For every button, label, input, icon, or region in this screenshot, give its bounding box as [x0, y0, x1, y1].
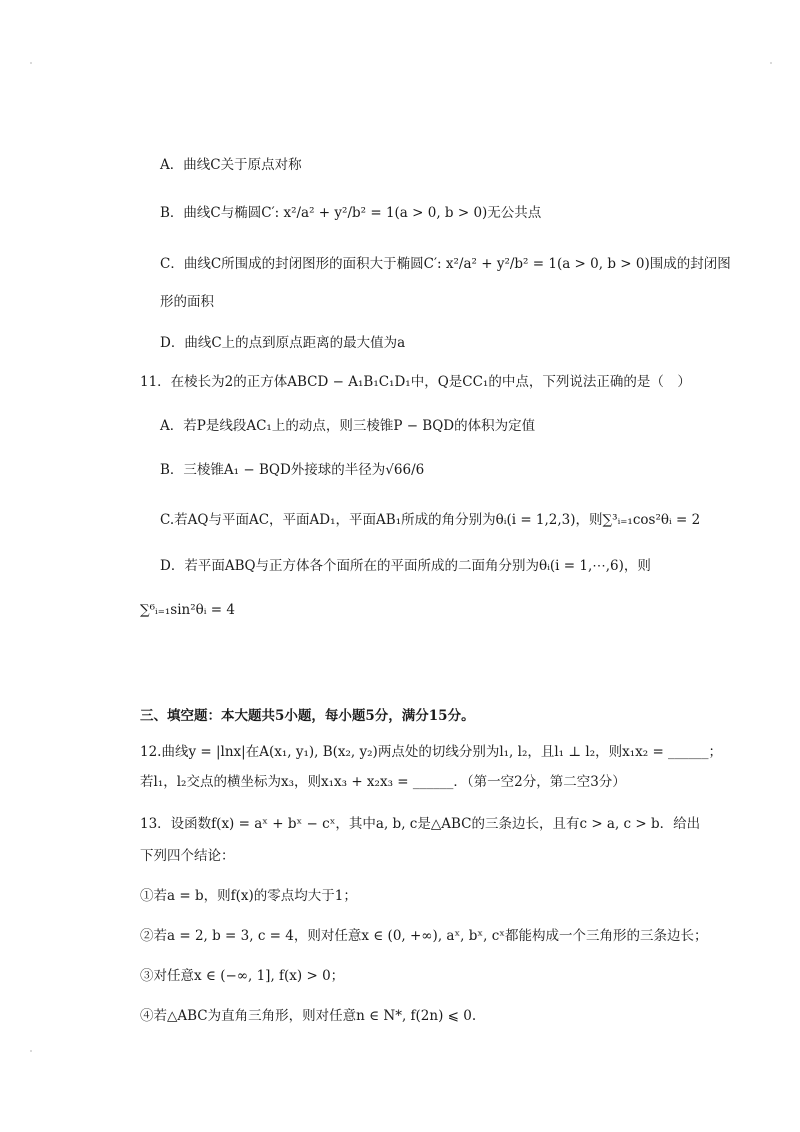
q11-option-d: D．若平面ABQ与正方体各个面所在的平面所成的二面角分别为θᵢ(i = 1,⋯,6)，则	[160, 558, 651, 574]
q10-option-b: B．曲线C与椭圆C′: x²/a² + y²/b² = 1(a > 0, b > 0)无公共点	[160, 205, 542, 221]
q13-line2: 下列四个结论：	[140, 848, 235, 864]
q13-line1: 13．设函数f(x) = aˣ + bˣ − cˣ，其中a, b, c是△ABC的三条边长，且有c > a, c > b．给出	[140, 816, 701, 832]
q12-line2: 若l₁，l₂交点的横坐标为x₃，则x₁x₃ + x₂x₃ = ______．（第一空2分，第二空3分）	[140, 774, 626, 790]
q11-option-c: C.若AQ与平面AC，平面AD₁，平面AB₁所成的角分别为θᵢ(i = 1,2,3)，则∑³ᵢ₌₁cos²θᵢ = 2	[160, 512, 701, 528]
q10-option-c: C．曲线C所围成的封闭图形的面积大于椭圆C′: x²/a² + y²/b² = 1(a > 0, b > 0)围成的封闭图	[160, 256, 731, 272]
q13-statement-1: ①若a = b，则f(x)的零点均大于1；	[140, 888, 357, 904]
q13-statement-3: ③对任意x ∈ (−∞, 1], f(x) > 0；	[140, 968, 345, 984]
q11-option-b: B．三棱锥A₁ − BQD外接球的半径为√66/6	[160, 462, 425, 478]
q12-line1: 12.曲线y = |lnx|在A(x₁, y₁), B(x₂, y₂)两点处的切线分别为l₁, l₂，且l₁ ⊥ l₂，则x₁x₂ = ______；	[140, 744, 723, 760]
q11-stem: 11．在棱长为2的正方体ABCD − A₁B₁C₁D₁中，Q是CC₁的中点，下列说法正确的是（ ）	[140, 374, 691, 390]
q11-option-d-cont: ∑⁶ᵢ₌₁sin²θᵢ = 4	[140, 602, 235, 618]
scan-dot	[770, 62, 772, 64]
q10-option-c-cont: 形的面积	[160, 294, 214, 310]
q13-statement-4: ④若△ABC为直角三角形，则对任意n ∈ N*, f(2n) ⩽ 0.	[140, 1008, 477, 1024]
q13-statement-2: ②若a = 2, b = 3, c = 4，则对任意x ∈ (0, +∞), aˣ, bˣ, cˣ都能构成一个三角形的三条边长；	[140, 928, 708, 944]
section-heading: 三、填空题：本大题共5小题，每小题5分，满分15分。	[140, 708, 475, 724]
q10-option-a: A．曲线C关于原点对称	[160, 157, 302, 173]
scan-dot	[30, 62, 32, 64]
scan-dot	[30, 1050, 32, 1052]
q10-option-d: D．曲线C上的点到原点距离的最大值为a	[160, 335, 406, 351]
q11-option-a: A．若P是线段AC₁上的动点，则三棱锥P − BQD的体积为定值	[160, 418, 536, 434]
